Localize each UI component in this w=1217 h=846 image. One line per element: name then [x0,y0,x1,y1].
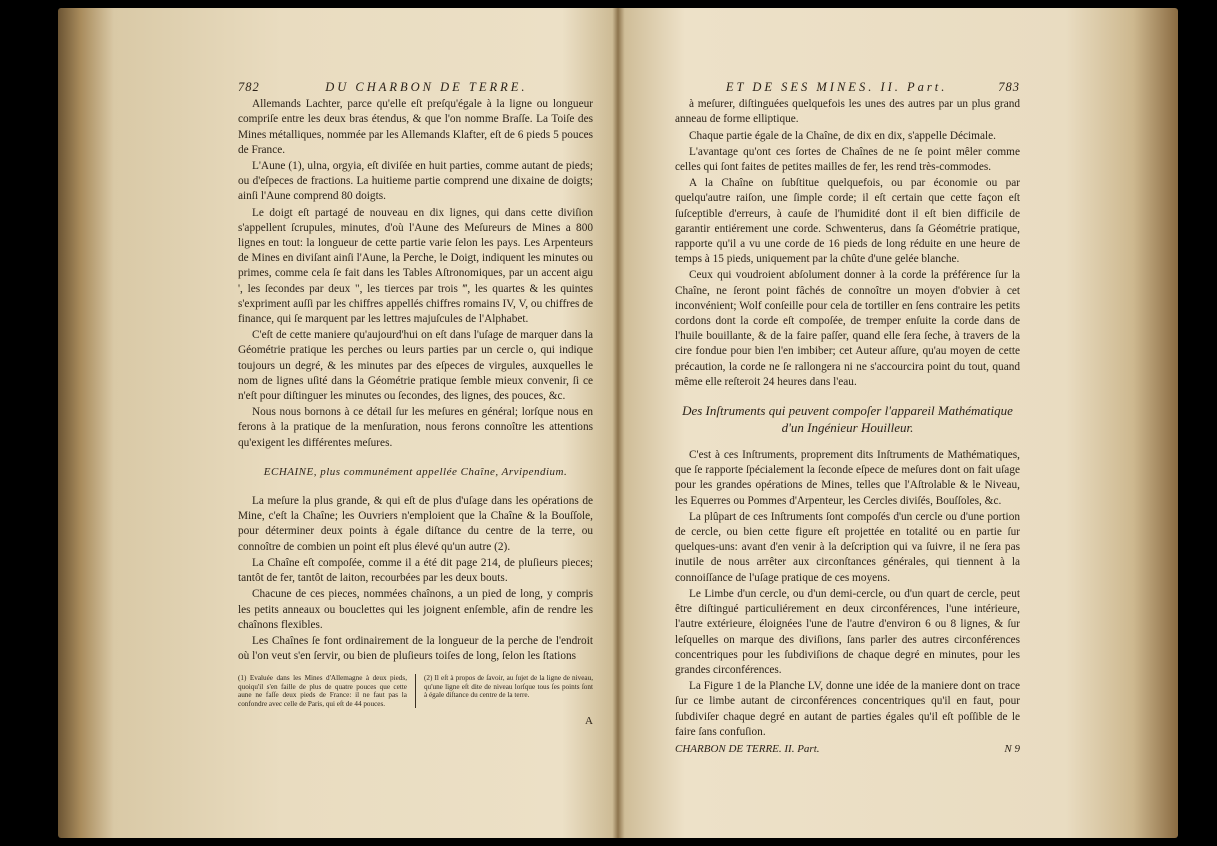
signature-text: CHARBON DE TERRE. II. Part. [675,742,820,755]
signature-mark: N 9 [1004,742,1020,755]
left-paragraph: Les Chaînes ſe font ordinairement de la longueur de la perche de l'endroit où l'on veut s'en ſervir, ou bien de pluſieurs toiſes de long, ſelon les ſtations [238,634,593,663]
left-paragraph: Chacune de ces pieces, nommées chaînons, a un pied de long, y compris les petits anneaux ou bouclettes qui les joignent enſemble, afin de rendre les chaînons flexibles. [238,588,593,631]
right-paragraph: La Figure 1 de la Planche LV, donne une idée de la maniere dont on trace ſur ce limbe autant de circonférences concentriques qu'il en faut, pour ſubdiviſer chaque degré en autant de parties égales qu'il eſt poſſible de le faire ſans confuſion. [675,680,1020,738]
right-page-number: 783 [998,80,1020,94]
left-running-title: DU CHARBON DE TERRE. [325,80,528,94]
right-running-head [675,80,1020,95]
left-paragraph: C'eſt de cette maniere qu'aujourd'hui on eſt dans l'uſage de marquer dans la Géométrie pratique les perches ou leurs parties par un cercle o, qui indique toujours un degré, & les minutes par des eſpeces de virgules, auxquelles le nom de lignes uſité dans la Géométrie pratique ſemble mieux convenir, ſi ce n'eſt pour diſtinguer les minutes ou ſecondes, des lignes, des pouces, &c. [238,329,593,403]
footnote-2: (2) Il eſt à propos de ſavoir, au ſujet de la ligne de niveau, qu'une ligne eſt dite de niveau lorſque tous ſes points ſont à égale diſtance du centre de la terre. [424,674,593,700]
right-paragraph: A la Chaîne on ſubſtitue quelquefois, ou par économie ou par quelqu'autre raiſon, une ſimple corde; il eſt certain que cette façon eſt ſuſceptible d'erreurs, à cauſe de l'humidité dont il eſt bien difficile de garantir entiérement une corde. Schwenterus, dans ſa Géométrie pratique, rapporte qu'il a vu une corde de 16 pieds de long réduite en une heure de temps à 15 pieds, uniquement par la chûte d'une gelée blanche. [675,177,1020,266]
right-paragraph: L'avantage qu'ont ces ſortes de Chaînes de ne ſe point mêler comme celles qui ſont faites de petites mailles de fer, les rend très-commodes. [675,145,1020,174]
right-paragraph: Le Limbe d'un cercle, ou d'un demi-cercle, ou d'un quart de cercle, peut être diſtingué particuliérement en deux circonférences, l'une intérieure, l'autre extérieure, éloignées l'une de l'autre d'environ 6 ou 8 lignes, & ſur leſquelles on marque des diviſions, ſans parler des autres circonférences concentriques pour les ſubdiviſions de chaque degré en minutes, pour les grandes circonférences. [675,587,1020,676]
left-paragraph: L'Aune (1), ulna, orgyia, eſt diviſée en huit parties, comme autant de pieds; ou d'eſpeces de fractions. La huitieme partie comprend une dixaine de doigts; ainſi l'Aune comprend 80 doigts. [238,160,593,203]
left-running-head [238,80,593,95]
left-paragraph: Allemands Lachter, parce qu'elle eſt preſqu'égale à la ligne ou longueur compriſe entre les deux bras étendus, & que l'on nomme Braſſe. La Toiſe des Mines métalliques, nommée par les Allemands Klafter, eſt de 6 pieds 5 pouces de France. [238,98,593,156]
right-paragraph: Chaque partie égale de la Chaîne, de dix en dix, s'appelle Décimale. [689,129,996,142]
right-signature-line [675,742,1020,757]
left-page [238,80,593,729]
right-running-title: ET DE SES MINES. II. Part. [725,80,948,94]
right-paragraph: C'est à ces Inſtruments, proprement dits Inſtruments de Mathématiques, que ſe rapporte ſpécialement la ſeconde eſpece de meſures dont on fait uſage pour les grandes opérations de Mines, telles que l'Aſtrolable & le Niveau, les Equerres ou Pommes d'Arpenteur, les Cercles diviſés, Bouſſoles, &c. [675,449,1020,507]
right-page [675,80,1020,757]
left-paragraph: Nous nous bornons à ce détail ſur les meſures en général; lorſque nous en ferons à la pratique de la menſuration, nous ferons connoître les attentions qu'exigent les différentes meſures. [238,406,593,449]
right-section-title: Des Inſtruments qui peuvent compoſer l'appareil Mathématique d'un Ingénieur Houilleur. [682,403,1013,436]
right-paragraph: La plûpart de ces Inſtruments ſont compoſés d'un cercle ou d'une portion de cercle, ou bien cette figure eſt projettée en totalité ou en partie ſur quelques-uns: avant d'en venir à la deſcription qui va ſuivre, il ne ſera pas inutile de nous arrêter aux circonſtances générales, qui tiennent à la connoiſſance de l'uſage pratique de ces moyens. [675,510,1020,584]
footnote-1: (1) Evaluée dans les Mines d'Allemagne à deux pieds, quoiqu'il s'en faille de plus de quatre pouces que cette aune ne faſſe deux pieds de France: il ne faut pas la confondre avec celle de Paris, qui eſt de 44 pouces. [238,674,407,708]
left-paragraph: Le doigt eſt partagé de nouveau en dix lignes, qui dans cette diviſion s'appellent ſcrupules, minutes, d'où l'Aune des Meſureurs de Mines a 800 lignes en tout: la longueur de cette partie varie ſelon les pays. Les Arpenteurs de Mines en diviſant ainſi l'Aune, la Perche, le Doigt, indiquent les minutes ou primes, comme cela ſe fait dans les Tables Aſtronomiques, par un accent aigu ', les ſecondes par deux ", les tierces par trois ‴, les quartes & les quintes s'expriment auſſi par les chiffres appellés chiffres romains IV, V, ou chiffres de finance, qui ſe marquent par les lettres majuſcules de l'Alphabet. [238,206,593,326]
left-section-title: ECHAINE, plus communément appellée Chaîne, Arvipendium. [263,465,568,478]
left-footnotes [238,674,593,708]
left-paragraph: La meſure la plus grande, & qui eſt de plus d'uſage dans les opérations de Mine, c'eſt la Chaîne; les Ouvriers n'emploient que la Chaîne & la Bouſſole, pour déterminer deux points à égale diſtance du centre de la terre, ou connoître de combien un point eſt plus élevé qu'un autre (2). [238,495,593,553]
footnote-divider [415,674,416,708]
left-paragraph: La Chaîne eſt compoſée, comme il a été dit page 214, de pluſieurs pieces; tantôt de fer, tantôt de laiton, recourbées par les deux bouts. [238,556,593,585]
left-catchword: A [585,714,593,727]
right-paragraph: Ceux qui voudroient abſolument donner à la corde la préférence ſur la Chaîne, ne ſeront point fâchés de connoître un moyen d'obvier à cet inconvénient; Wolf conſeille pour cela de tortiller en ſens contraire les petits cordons dont la corde eſt compoſée, de tremper enſuite la corde dans de l'huile bouillante, & de la faire paſſer, quand elle ſera ſeche, à travers de la cire fondue pour bien l'en imbiber; cet Auteur aſſure, qu'au moyen de cette précaution, la corde ne ſe rallongera ni ne s'accourcira point du tout, quand même elle reſteroit 24 heures dans l'eau. [675,269,1020,388]
left-page-number: 782 [238,80,260,94]
right-paragraph: à meſurer, diſtinguées quelquefois les unes des autres par un plus grand anneau de forme elliptique. [675,98,1020,126]
